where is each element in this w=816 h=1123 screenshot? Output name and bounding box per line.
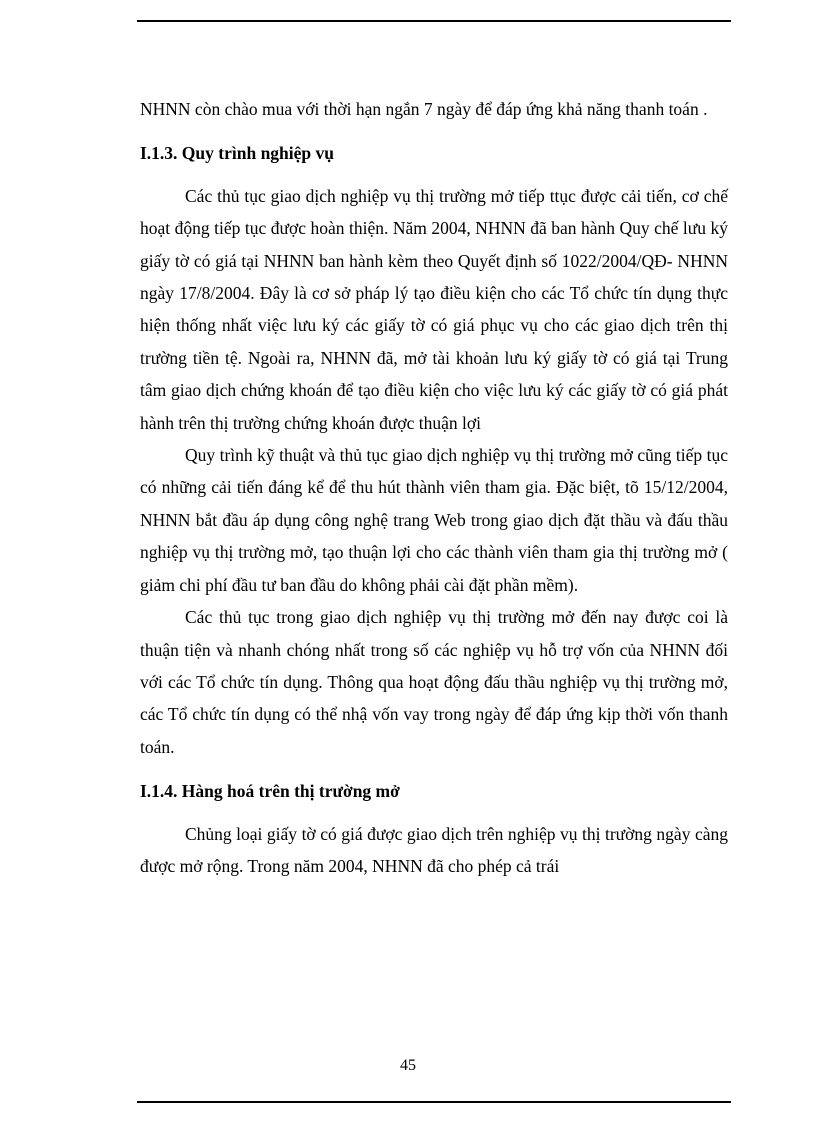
section-heading-quy-trinh: I.1.3. Quy trình nghiệp vụ [140,143,335,164]
section-heading-hang-hoa: I.1.4. Hàng hoá trên thị trường mở [140,781,400,802]
header-rule [137,20,731,22]
paragraph-quy-trinh-ky-thuat: Quy trình kỹ thuật và thủ tục giao dịch nghiệp vụ thị trường mở cũng tiếp tục có những cải tiến đáng kể để thu hút thành viên tham gia. Đặc biệt, tõ 15/12/2004, NHNN bắt đầu áp dụng công nghệ trang Web trong giao dịch đặt thầu và đấu thầu nghiệp vụ thị trường mở, tạo thuận lợi cho các thành viên tham gia thị trường mở ( giảm chi phí đầu tư ban đầu do không phải cài đặt phần mềm). [140,445,728,595]
footer-rule [137,1101,731,1103]
paragraph-thu-tuc: Các thủ tục giao dịch nghiệp vụ thị trường mở tiếp ttục được cải tiến, cơ chế hoạt động tiếp tục được hoàn thiện. Năm 2004, NHNN đã ban hành Quy chế lưu ký giấy tờ có giá tại NHNN ban hành kèm theo Quyết định số 1022/2004/QĐ- NHNN ngày 17/8/2004. Đây là cơ sở pháp lý tạo điều kiện cho các Tổ chức tín dụng thực hiện thống nhất việc lưu ký các giấy tờ có giá phục vụ cho các giao dịch trên thị trường tiền tệ. Ngoài ra, NHNN đã, mở tài khoản lưu ký giấy tờ có giá tại Trung tâm giao dịch chứng khoán để tạo điều kiện cho việc lưu ký các giấy tờ có giá phát hành trên thị trường chứng khoán được thuận lợi [140,185,728,433]
paragraph-chung-loai: Chủng loại giấy tờ có giá được giao dịch trên nghiệp vụ thị trường ngày càng được mở rộng. Trong năm 2004, NHNN đã cho phép cả trái [140,823,728,876]
paragraph-thu-tuc-giao-dich: Các thủ tục trong giao dịch nghiệp vụ thị trường mở đến nay được coi là thuận tiện và nhanh chóng nhất trong số các nghiệp vụ hỗ trợ vốn của NHNN đối với các Tổ chức tín dụng. Thông qua hoạt động đấu thầu nghiệp vụ thị trường mở, các Tổ chức tín dụng có thể nhậ vốn vay trong ngày để đáp ứng kịp thời vốn thanh toán. [140,607,728,757]
page-body [140,93,728,882]
paragraph-continuation: NHNN còn chào mua với thời hạn ngắn 7 ngày để đáp ứng khả năng thanh toán . [140,99,708,119]
page-number: 45 [400,1057,416,1074]
